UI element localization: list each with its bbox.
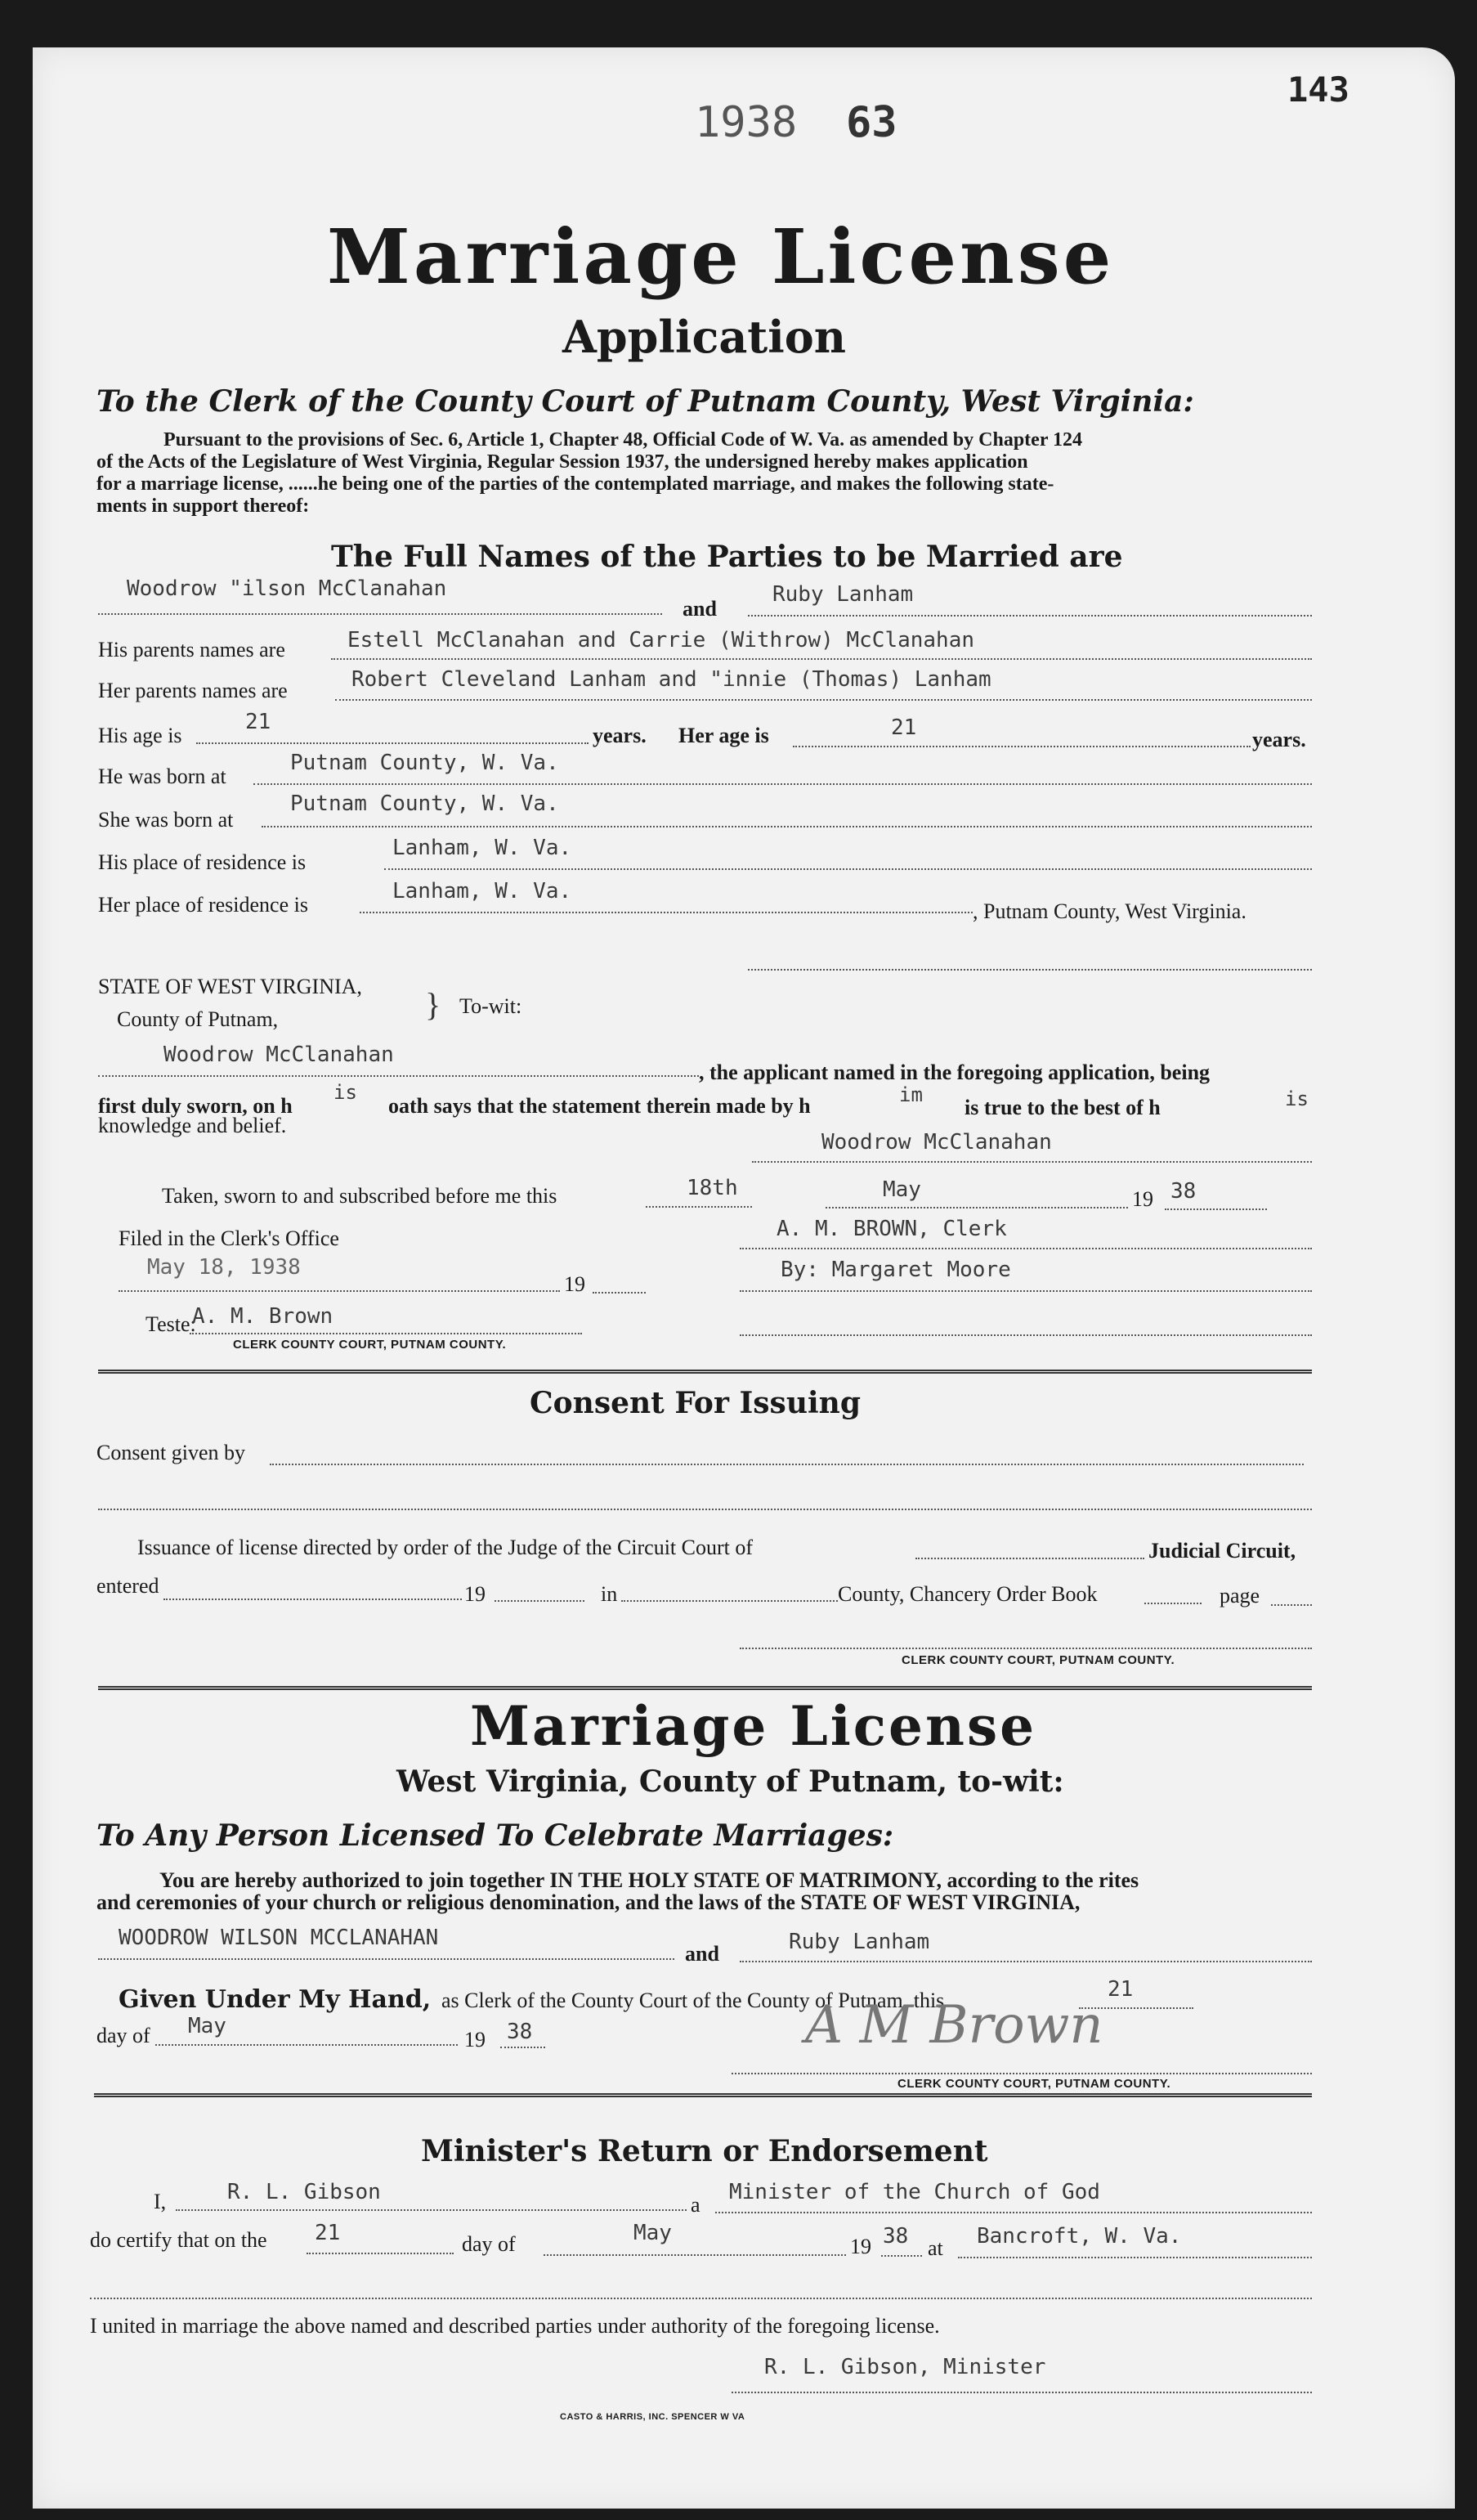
intro-line-2: of the Acts of the Legislature of West Virginia, Regular Session 1937, the undersigned hereby makes application — [96, 451, 1028, 473]
her-parents-line — [335, 699, 1312, 701]
oath-by-line — [740, 1290, 1312, 1292]
given-day-of: day of — [96, 2024, 150, 2047]
license-text-2: and ceremonies of your church or religious denomination, and the laws of the STATE OF WEST VIRGINIA, — [96, 1890, 1081, 1914]
return-at-label: at — [928, 2236, 943, 2260]
taken-label: Taken, sworn to and subscribed before me this — [162, 1184, 557, 1208]
entered-in: in — [601, 1582, 618, 1606]
oath-signature-line — [752, 1161, 1312, 1163]
given-text: as Clerk of the County Court of the County of Putnam, this — [441, 1989, 945, 2012]
his-age-line — [196, 742, 589, 744]
oath-county: County of Putnam, — [117, 1007, 279, 1031]
oath-his-2: is — [1285, 1087, 1309, 1110]
entered-label: entered — [96, 1574, 159, 1598]
license-bride: Ruby Lanham — [789, 1930, 930, 1954]
certify-label: do certify that on the — [90, 2228, 267, 2252]
her-age-label: Her age is — [678, 724, 769, 747]
given-19: 19 — [464, 2028, 486, 2051]
teste-value: A. M. Brown — [192, 1304, 333, 1329]
her-parents-label: Her parents names are — [98, 679, 288, 702]
return-signature-line — [732, 2392, 1312, 2393]
entered-year-line — [495, 1600, 584, 1602]
return-title: Minister's Return or Endorsement — [421, 2134, 988, 2168]
oath-clerk: A. M. BROWN, Clerk — [777, 1217, 1007, 1241]
she-born-value: Putnam County, W. Va. — [290, 791, 559, 816]
oath-clerk-line — [740, 1248, 1312, 1249]
her-residence-label: Her place of residence is — [98, 893, 308, 917]
given-month: May — [188, 2014, 226, 2038]
return-signature: R. L. Gibson, Minister — [764, 2355, 1046, 2379]
teste-caption: CLERK COUNTY COURT, PUTNAM COUNTY. — [233, 1338, 507, 1352]
given-year-line — [500, 2047, 545, 2048]
return-day-line — [307, 2253, 454, 2254]
taken-day-line — [646, 1206, 752, 1208]
return-day-of: day of — [462, 2232, 516, 2256]
his-parents-label: His parents names are — [98, 638, 285, 661]
return-position-line — [715, 2212, 1312, 2213]
his-residence-label: His place of residence is — [98, 850, 307, 874]
oath-text-3: knowledge and belief. — [98, 1114, 287, 1137]
teste-label: Teste: — [145, 1312, 196, 1336]
application-subtitle: Application — [562, 311, 847, 363]
return-a-label: a — [691, 2193, 700, 2217]
license-signature-line — [732, 2073, 1312, 2074]
return-united: I united in marriage the above named and described parties under authority of the foregoing license. — [90, 2314, 940, 2338]
groom-name-line — [98, 613, 662, 615]
oath-text-1: , the applicant named in the foregoing application, being — [699, 1060, 1211, 1084]
his-residence-line — [384, 868, 1312, 870]
oath-to-wit: To-wit: — [459, 994, 522, 1018]
header-year: 1938 — [695, 98, 798, 147]
divider-2 — [98, 1686, 1312, 1690]
intro-line-4: ments in support thereof: — [96, 495, 310, 517]
groom-name: Woodrow "ilson McClanahan — [127, 576, 447, 601]
return-minister-line — [176, 2209, 687, 2211]
given-month-line — [155, 2044, 458, 2046]
he-born-line — [253, 783, 1312, 785]
return-i-label: I, — [154, 2190, 167, 2213]
filed-date: May 18, 1938 — [147, 1255, 301, 1280]
entered-19: 19 — [464, 1582, 486, 1606]
he-born-label: He was born at — [98, 765, 226, 788]
consent-caption: CLERK COUNTY COURT, PUTNAM COUNTY. — [902, 1653, 1175, 1667]
taken-month: May — [883, 1177, 921, 1202]
bride-name: Ruby Lanham — [772, 582, 914, 607]
given-day: 21 — [1108, 1977, 1134, 2002]
printer-imprint: CASTO & HARRIS, INC. SPENCER W VA — [560, 2412, 745, 2422]
return-blank-line — [90, 2298, 1312, 2299]
oath-applicant-line — [98, 1075, 699, 1077]
filed-19: 19 — [564, 1272, 585, 1296]
header-number: 63 — [846, 98, 897, 147]
she-born-label: She was born at — [98, 808, 234, 832]
taken-month-line — [826, 1207, 1128, 1208]
consent-clerk-line — [740, 1648, 1312, 1649]
application-salutation: To the Clerk of the County Court of Putnam County, West Virginia: — [96, 384, 1194, 419]
taken-year-line — [1165, 1208, 1267, 1210]
oath-text-2a: first duly sworn, on h — [98, 1094, 293, 1118]
entered-line — [163, 1599, 462, 1600]
her-parents-value: Robert Cleveland Lanham and "innie (Thomas) Lanham — [351, 667, 991, 692]
entered-county-line — [621, 1600, 838, 1602]
given-bold: Given Under My Hand, — [119, 1985, 432, 2014]
return-position: Minister of the Church of God — [729, 2180, 1100, 2204]
license-bride-line — [740, 1961, 1312, 1962]
license-signature: A M Brown — [805, 1995, 1103, 2056]
license-and: and — [685, 1942, 719, 1966]
filed-year-line — [593, 1292, 646, 1294]
and-label: and — [683, 597, 717, 621]
he-born-value: Putnam County, W. Va. — [290, 751, 559, 775]
judicial-circuit-label: Judicial Circuit, — [1148, 1539, 1296, 1563]
return-year-line — [881, 2255, 922, 2257]
return-place-line — [958, 2257, 1312, 2258]
her-residence-line — [360, 912, 973, 913]
she-born-line — [262, 826, 1312, 827]
taken-year: 38 — [1170, 1179, 1197, 1204]
return-minister: R. L. Gibson — [227, 2180, 381, 2204]
license-salutation: To Any Person Licensed To Celebrate Marriages: — [96, 1818, 894, 1853]
return-year: 38 — [883, 2224, 909, 2249]
oath-his-1: is — [333, 1081, 357, 1104]
bride-name-line — [748, 615, 1312, 617]
application-title: Marriage License — [327, 213, 1115, 301]
license-title: Marriage License — [470, 1694, 1037, 1758]
oath-by: By: Margaret Moore — [781, 1258, 1011, 1282]
her-age-value: 21 — [891, 715, 917, 740]
oath-state: STATE OF WEST VIRGINIA, — [98, 975, 362, 998]
issuance-text: Issuance of license directed by order of the Judge of the Circuit Court of — [137, 1536, 754, 1559]
license-groom-line — [98, 1958, 674, 1960]
oath-signature: Woodrow McClanahan — [821, 1130, 1052, 1155]
return-day: 21 — [315, 2221, 341, 2245]
divider-3 — [94, 2093, 1312, 2097]
consent-given-label: Consent given by — [96, 1441, 245, 1464]
filed-date-line — [119, 1290, 560, 1292]
oath-blank-line — [740, 1334, 1312, 1336]
oath-text-2c: is true to the best of h — [965, 1096, 1161, 1119]
his-residence-value: Lanham, W. Va. — [392, 836, 572, 860]
blank-line-1 — [748, 969, 1312, 971]
county-chancery-label: County, Chancery Order Book — [838, 1582, 1098, 1606]
license-subtitle: West Virginia, County of Putnam, to-wit: — [396, 1764, 1064, 1799]
taken-year-prefix: 19 — [1132, 1187, 1153, 1211]
her-residence-value: Lanham, W. Va. — [392, 879, 572, 904]
his-parents-value: Estell McClanahan and Carrie (Withrow) McClanahan — [347, 628, 975, 652]
oath-applicant: Woodrow McClanahan — [163, 1043, 394, 1067]
return-month-line — [544, 2254, 846, 2256]
license-groom: WOODROW WILSON MCCLANAHAN — [119, 1926, 439, 1950]
teste-line — [190, 1333, 582, 1334]
page-number: 143 — [1287, 70, 1349, 110]
his-parents-line — [331, 658, 1312, 660]
return-month: May — [633, 2221, 672, 2245]
return-place: Bancroft, W. Va. — [977, 2224, 1182, 2249]
taken-day: 18th — [687, 1176, 738, 1200]
divider-1 — [98, 1370, 1312, 1374]
consent-given-line — [270, 1464, 1304, 1465]
given-year: 38 — [507, 2020, 533, 2044]
page-label: page — [1220, 1584, 1260, 1608]
his-years-label: years. — [593, 724, 647, 747]
her-age-line — [793, 746, 1251, 747]
oath-brace: } — [425, 986, 441, 1023]
page-line — [1271, 1604, 1312, 1606]
intro-line-3: for a marriage license, ......he being one of the parties of the contemplated marriage, and makes the following state- — [96, 473, 1054, 495]
consent-title: Consent For Issuing — [530, 1386, 862, 1420]
oath-text-2b: oath says that the statement therein made by h — [388, 1094, 811, 1118]
oath-him: im — [899, 1083, 923, 1106]
return-19: 19 — [850, 2235, 871, 2258]
his-age-value: 21 — [245, 710, 271, 734]
license-caption: CLERK COUNTY COURT, PUTNAM COUNTY. — [897, 2077, 1171, 2091]
intro-line-1: Pursuant to the provisions of Sec. 6, Article 1, Chapter 48, Official Code of W. Va. as amended by Chapter 124 — [163, 429, 1083, 451]
county-suffix: , Putnam County, West Virginia. — [973, 899, 1246, 923]
his-age-label: His age is — [98, 724, 182, 747]
parties-section-title: The Full Names of the Parties to be Married are — [331, 540, 1123, 574]
her-years-label: years. — [1252, 728, 1306, 751]
issuance-circuit-line — [915, 1558, 1144, 1559]
filed-label: Filed in the Clerk's Office — [119, 1226, 339, 1250]
consent-blank-line — [98, 1509, 1312, 1510]
license-text-1: You are hereby authorized to join together IN THE HOLY STATE OF MATRIMONY, according to the rites — [159, 1868, 1139, 1892]
order-book-line — [1144, 1603, 1202, 1604]
